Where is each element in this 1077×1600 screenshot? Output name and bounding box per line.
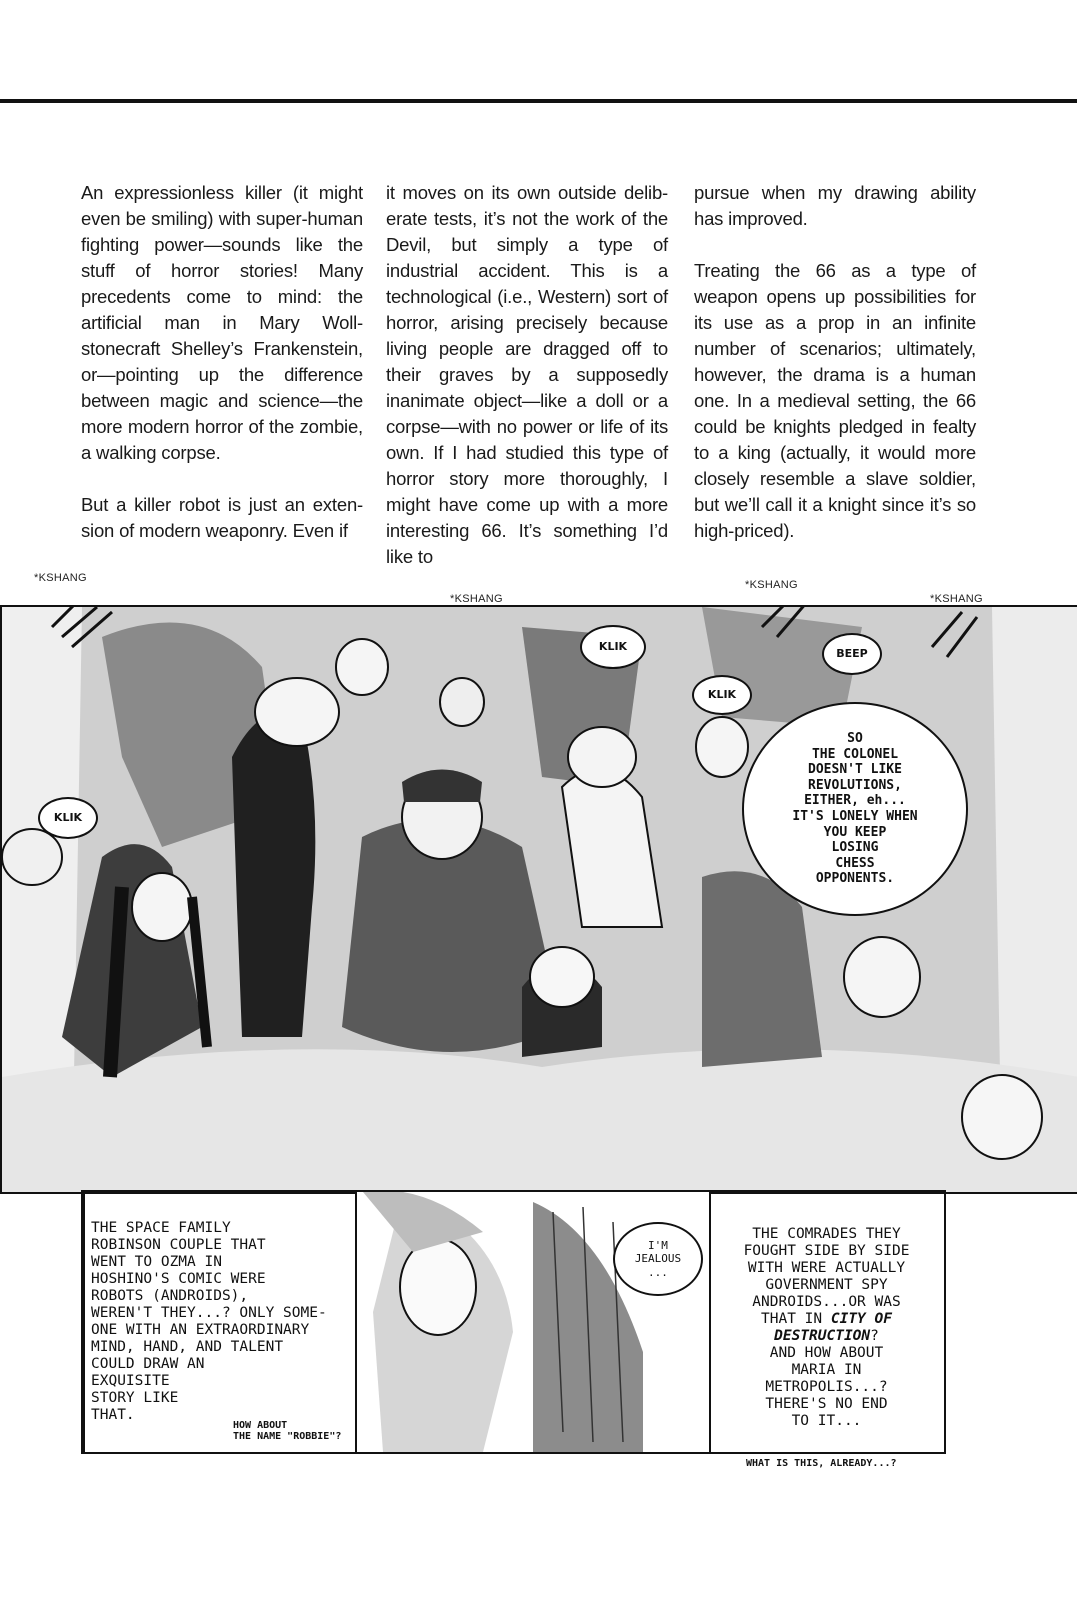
text-column-2 [386, 180, 668, 596]
caption-right [719, 1226, 934, 1430]
sfx-label: *KSHANG [450, 593, 503, 605]
caption-right-title: CITY OF DESTRUCTION [774, 1311, 892, 1344]
sfx-label: *KSHANG [34, 572, 87, 584]
caption-right-part-b: ? AND HOW ABOUT MARIA IN METROPOLIS...? THERE'S NO END TO IT... [765, 1328, 888, 1429]
text-column-1 [81, 180, 363, 570]
paragraph: pursue when my drawing ability has improved. [694, 182, 976, 229]
crowd-illustration [2, 607, 1077, 1192]
paragraph: An expressionless killer (it might even be smiling) with super-human fighting power—sounds like the stuff of horror stories! Many precedents come to mind: the artificial man in Mary Woll-stonecraft Shelley’s Frankenstein, or—pointing up the difference between magic and science—the more modern horror of the zombie, a walking corpse. [81, 182, 363, 463]
sfx-label: *KSHANG [745, 579, 798, 591]
caption-left: THE SPACE FAMILY ROBINSON COUPLE THAT WENT TO OZMA IN HOSHINO'S COMIC WERE ROBOTS (ANDROIDS), WEREN'T THEY...? ONLY SOME- ONE WITH AN EXTRAORDINARY MIND, HAND, AND TALENT COULD DRAW AN EXQUISITE STORY LIKE THAT. [91, 1220, 327, 1423]
caption-right-part-a: THE COMRADES THEY FOUGHT SIDE BY SIDE WITH WERE ACTUALLY GOVERNMENT SPY ANDROIDS...OR WAS THAT IN [743, 1226, 910, 1327]
paragraph: it moves on its own outside delib-erate tests, it’s not the work of the Devil, but simply a type of industrial accident. This is a technological (i.e., Western) sort of horror, arising precisely because living people are dragged off to their graves by a supposedly inanimate object—like a doll or a corpse—with no power or life of its own. If I had studied this type of horror story more thoroughly, I might have come up with a more interesting 66. It’s something I’d like to [386, 182, 668, 567]
speech-bubble: SO THE COLONEL DOESN'T LIKE REVOLUTIONS, EITHER, eh... IT'S LONELY WHEN YOU KEEP LOSING CHESS OPPONENTS. [742, 702, 968, 916]
sfx-bubble: KLIK [580, 625, 646, 669]
paragraph: But a killer robot is just an exten-sion of modern weaponry. Even if [81, 494, 363, 541]
speech-bubble: I'M JEALOUS ... [613, 1222, 703, 1296]
paragraph: Treating the 66 as a type of weapon opens up possibilities for its use as a prop in an infinite number of scenarios; ultimately, however, the drama is a human one. In a medieval setting, the 66 could be knights pledged in fealty to a king (actually, it would more closely resemble a slave soldier, but we’ll call it a knight since it’s so high-priced). [694, 260, 976, 541]
text-column-3 [694, 180, 976, 570]
sfx-bubble: KLIK [692, 675, 752, 715]
sfx-bubble: BEEP [822, 633, 882, 675]
comic-panel-captions [81, 1190, 946, 1454]
sfx-label: *KSHANG [930, 593, 983, 605]
top-rule [0, 99, 1077, 103]
sfx-bubble: KLIK [38, 797, 98, 839]
footer-note: WHAT IS THIS, ALREADY...? [746, 1458, 897, 1469]
comic-panel-crowd [0, 605, 1077, 1194]
small-note: HOW ABOUT THE NAME "ROBBIE"? [233, 1420, 342, 1442]
